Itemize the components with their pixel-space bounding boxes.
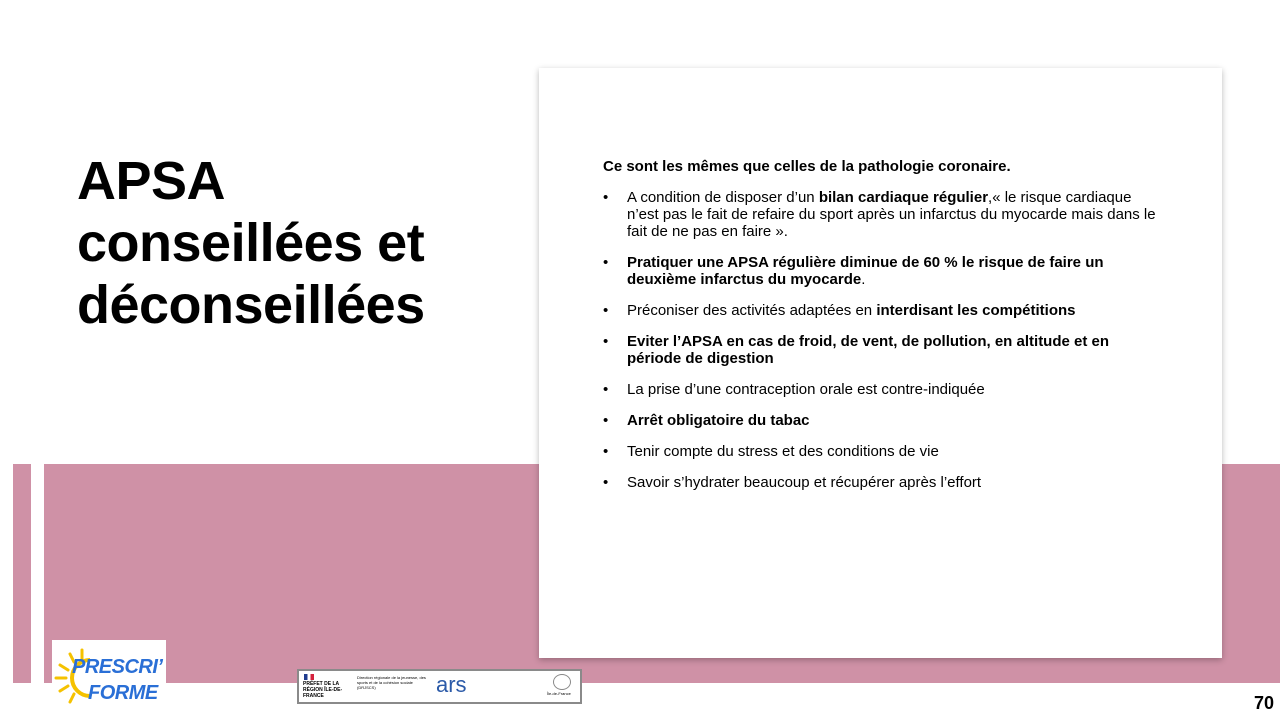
bullet-text-segment: Tenir compte du stress et des conditions de vie — [627, 443, 939, 460]
bullet-text-segment: Eviter l’APSA en cas de froid, de vent, de pollution, en altitude et en période de digestion — [627, 333, 1110, 367]
bullet-text-segment: La prise d’une contraception orale est contre-indiquée — [627, 381, 985, 398]
logo-text-1: PRESCRI’ — [72, 656, 163, 678]
bullet-marker: • — [603, 302, 609, 319]
bullet-item — [603, 333, 1163, 367]
bullet-text-segment: ,« le risque cardiaque n’est pas le fait de refaire du sport après un infarctus du myocarde mais dans le fait de ne pas en faire ». — [627, 189, 1156, 240]
logo-text-2: FORME — [88, 682, 158, 704]
bullet-list — [603, 189, 1163, 491]
bullet-marker: • — [603, 189, 609, 206]
content-card — [539, 68, 1222, 658]
band-left — [13, 464, 31, 683]
bullet-item — [603, 381, 1163, 398]
bullet-marker: • — [603, 443, 609, 460]
bullet-marker: • — [603, 254, 609, 271]
intro-text: Ce sont les mêmes que celles de la pathologie coronaire. — [603, 158, 1011, 175]
marianne-icon — [304, 674, 314, 680]
idf-text: Île-de-France — [547, 691, 571, 696]
bullet-item — [603, 189, 1163, 240]
bullet-text-segment: A condition de disposer d’un — [627, 189, 819, 206]
title-line: déconseillées — [77, 275, 425, 335]
ars-logo: ars — [436, 672, 467, 697]
prescriforme-logo — [52, 640, 166, 714]
title-line: conseillées et — [77, 213, 425, 273]
bullet-item — [603, 443, 1163, 460]
page-number: 70 — [1254, 693, 1275, 713]
bullet-marker: • — [603, 474, 609, 491]
bullet-marker: • — [603, 333, 609, 350]
bullet-item — [603, 412, 1163, 429]
bullet-text-segment: . — [861, 271, 866, 288]
bullet-text-segment: bilan cardiaque régulier — [818, 189, 989, 206]
slide-title — [77, 150, 517, 336]
bullet-item — [603, 474, 1163, 491]
drjscs-text: Direction régionale de la jeunesse, des sports et de la cohésion sociale (DRJSCS) — [357, 675, 426, 690]
bullet-text-segment: Savoir s’hydrater beaucoup et récupérer après l’effort — [627, 474, 982, 491]
bullet-marker: • — [603, 381, 609, 398]
bullet-item — [603, 302, 1163, 319]
bullet-text-segment: Pratiquer une APSA régulière diminue de 60 % le risque de faire un deuxième infarctus du myocarde — [627, 254, 1104, 288]
prefet-text: PRÉFET DE LA RÉGION ÎLE-DE-FRANCE — [303, 681, 343, 699]
bullet-text-segment: Arrêt obligatoire du tabac — [627, 412, 810, 429]
region-seal-icon — [553, 674, 571, 690]
content-text — [603, 158, 1163, 505]
partner-logos — [297, 669, 582, 704]
bullet-marker: • — [603, 412, 609, 429]
title-line: APSA — [77, 151, 226, 211]
bullet-text-segment: Préconiser des activités adaptées en — [627, 302, 877, 319]
bullet-text-segment: interdisant les compétitions — [876, 302, 1076, 319]
bullet-item — [603, 254, 1163, 288]
